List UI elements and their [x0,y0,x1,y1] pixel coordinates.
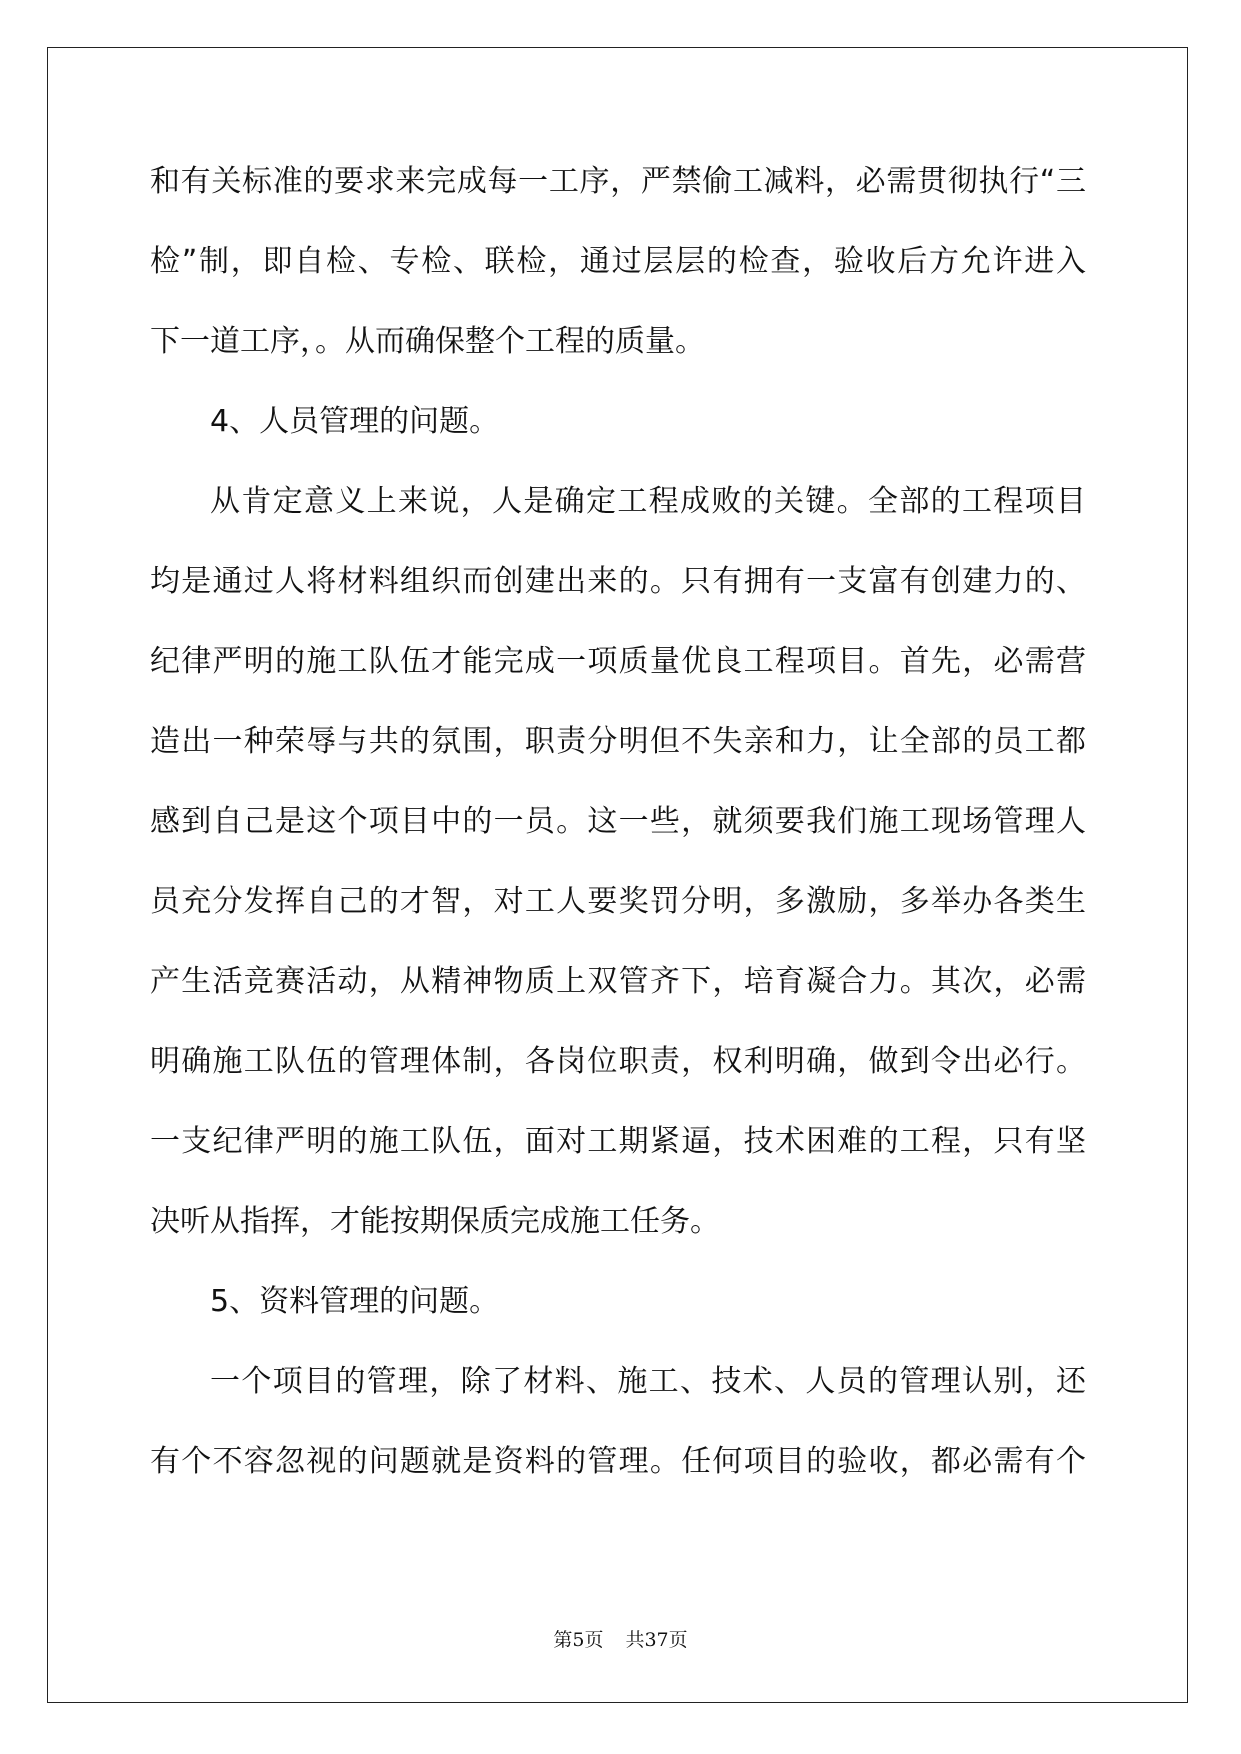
body-text-line: 均是通过人将材料组织而创建出来的。只有拥有一支富有创建力的、 [150,564,1086,599]
body-text-line: 和有关标准的要求来完成每一工序，严禁偷工减料，必需贯彻执行“三 [150,164,1086,199]
body-text-line: 一个项目的管理，除了材料、施工、技术、人员的管理认别，还 [210,1364,1086,1399]
total-page-count: 共37页 [625,1629,688,1651]
body-text-line: 感到自己是这个项目中的一员。这一些，就须要我们施工现场管理人 [150,804,1086,839]
current-page-number: 第5页 [553,1629,604,1651]
section-heading: 5、资料管理的问题。 [210,1284,500,1319]
body-text-line: 一支纪律严明的施工队伍，面对工期紧逼，技术困难的工程，只有坚 [150,1124,1086,1159]
body-text-line: 纪律严明的施工队伍才能完成一项质量优良工程项目。首先，必需营 [150,644,1086,679]
body-text-line: 产生活竞赛活动，从精神物质上双管齐下，培育凝合力。其次，必需 [150,964,1086,999]
body-text-line: 检”制，即自检、专检、联检，通过层层的检查，验收后方允许进入 [150,244,1086,279]
page-footer [0,1625,1241,1652]
body-text-line: 从肯定意义上来说，人是确定工程成败的关键。全部的工程项目 [210,484,1086,519]
body-text-line: 下一道工序，。从而确保整个工程的质量。 [150,324,705,359]
body-text-line: 决听从指挥，才能按期保质完成施工任务。 [150,1204,720,1239]
body-text-line: 员充分发挥自己的才智，对工人要奖罚分明，多激励，多举办各类生 [150,884,1086,919]
document-body [150,154,1086,1514]
body-text-line: 有个不容忽视的问题就是资料的管理。任何项目的验收，都必需有个 [150,1444,1086,1479]
body-text-line: 造出一种荣辱与共的氛围，职责分明但不失亲和力，让全部的员工都 [150,724,1086,759]
section-heading: 4、人员管理的问题。 [210,404,500,439]
body-text-line: 明确施工队伍的管理体制，各岗位职责，权利明确，做到令出必行。 [150,1044,1086,1079]
